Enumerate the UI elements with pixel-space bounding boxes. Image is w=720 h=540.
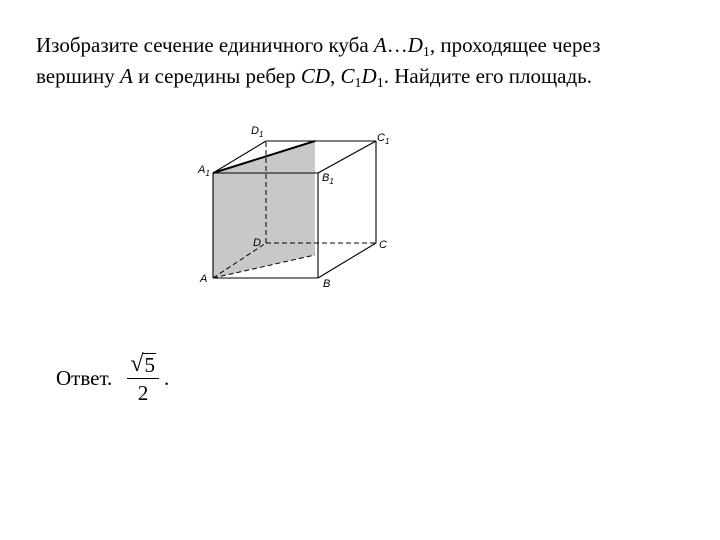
- problem-text-part: ,: [330, 64, 341, 88]
- problem-text-part: . Найдите его площадь.: [383, 64, 592, 88]
- edge-name-d1: D: [361, 64, 377, 88]
- problem-text-part: , проходящее через: [429, 33, 601, 57]
- vertex-name: A: [120, 64, 133, 88]
- vertex-label-d1: $D_1$: [251, 125, 264, 139]
- problem-text-part: Изобразите сечение единичного куба: [36, 33, 374, 57]
- edge-name-subscript: 1: [354, 76, 362, 91]
- vertex-label-a1: $A_1$: [198, 164, 210, 178]
- vertex-label-b1: $B_1$: [322, 172, 334, 186]
- sqrt-sign: √: [130, 351, 144, 377]
- vertex-label-d: D: [253, 237, 261, 249]
- vertex-label-c: C: [379, 239, 387, 251]
- answer-period: .: [163, 365, 170, 390]
- edge-name-cd: CD: [300, 64, 331, 88]
- cube-name-d: D: [407, 33, 423, 57]
- edge-name-c1: C: [340, 64, 355, 88]
- edge-name-subscript: 1: [376, 76, 384, 91]
- cube-name-ellipsis: …: [386, 33, 408, 57]
- cube-name-subscript: 1: [422, 45, 430, 60]
- problem-text-part: вершину: [36, 64, 121, 88]
- cross-section: [213, 141, 315, 278]
- fraction-denominator: 2: [137, 381, 149, 405]
- edge-b1-c1: [318, 141, 376, 173]
- vertex-label-a: A: [200, 273, 208, 285]
- fraction-numerator: [126, 349, 160, 378]
- vertex-label-c1: $C_1$: [377, 132, 390, 146]
- edge-b-c: [318, 243, 376, 278]
- cube-name-a: A: [373, 33, 387, 57]
- answer: [56, 343, 169, 413]
- radicand: 5: [144, 353, 155, 377]
- answer-label: Ответ.: [56, 365, 113, 390]
- problem-text-part: и середины ребер: [132, 64, 301, 88]
- answer-fraction: [126, 349, 160, 407]
- vertex-label-b: B: [323, 278, 331, 290]
